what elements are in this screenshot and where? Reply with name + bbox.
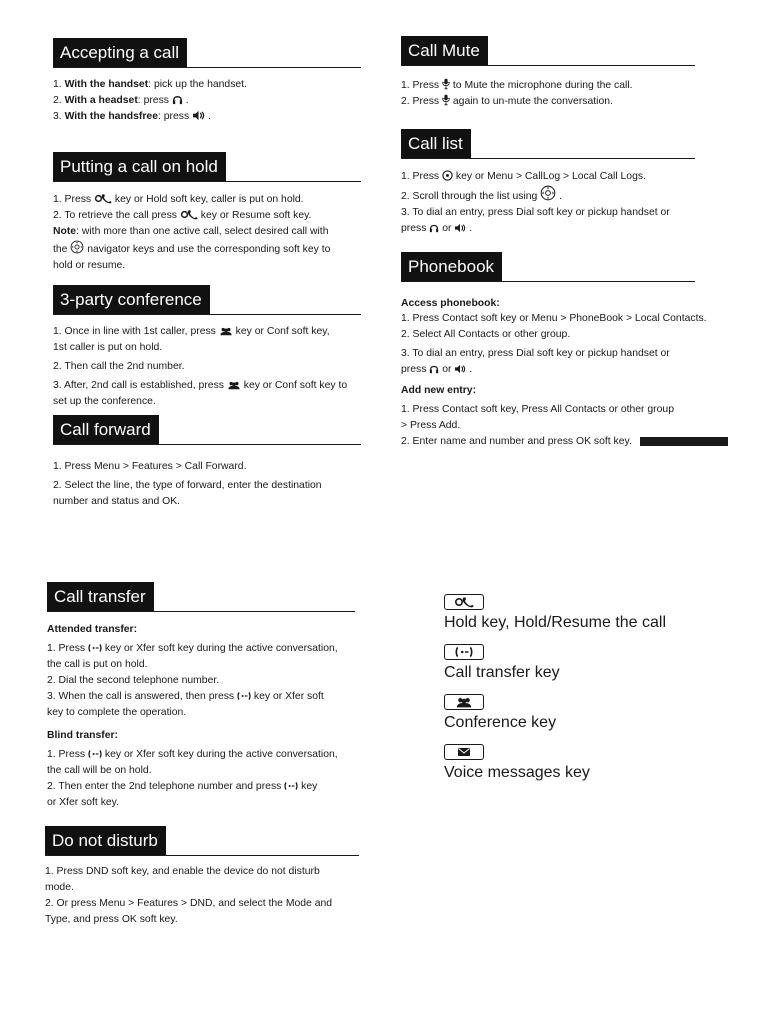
hold-key-icon [444, 594, 484, 610]
conference-key-icon [444, 694, 484, 710]
instruction-line: 1. Press key or Menu > CallLog > Local Call Logs. [401, 171, 646, 182]
instruction-line: 2. Press again to un-mute the conversation. [401, 96, 613, 107]
section-call-list [401, 129, 695, 237]
mute-mic-icon [442, 78, 450, 90]
instruction-line: 1. Press DND soft key, and enable the device do not disturb [45, 866, 320, 877]
section-header [401, 36, 695, 66]
transfer-key-icon [88, 643, 102, 653]
legend-item [444, 694, 666, 732]
section-title: Call forward [53, 415, 159, 444]
instruction-line: or Xfer soft key. [47, 797, 119, 808]
mute-mic-icon [442, 94, 450, 106]
subheading: Access phonebook: [401, 298, 500, 309]
section-call-hold [53, 152, 361, 274]
ok-key-icon [442, 170, 453, 181]
subheading: Add new entry: [401, 385, 477, 396]
section-title: Call list [401, 129, 471, 158]
instruction-line: 1. Once in line with 1st caller, press key or Conf soft key, [53, 326, 330, 337]
decorative-bar [640, 437, 728, 446]
legend-label: Conference key [444, 714, 557, 731]
instruction-line: set up the conference. [53, 396, 156, 407]
legend-label: Hold key, Hold/Resume the call [444, 614, 667, 631]
instruction-line: 1. Press key or Hold soft key, caller is put on hold. [53, 194, 304, 205]
section-title: Call transfer [47, 582, 154, 611]
section-do-not-disturb [45, 826, 359, 928]
subheading: Attended transfer: [47, 624, 138, 635]
section-header [53, 285, 361, 315]
section-conference [53, 285, 361, 410]
note-line: hold or resume. [53, 260, 126, 271]
instruction-line: 3. To dial an entry, press Dial soft key or pickup handset or [401, 207, 670, 218]
note-line: Note: with more than one active call, select desired call with [53, 226, 329, 237]
section-phonebook [401, 252, 731, 450]
instruction-line: > Press Add. [401, 420, 461, 431]
legend-item [444, 644, 666, 682]
hold-key-icon [94, 193, 112, 204]
speaker-icon [454, 364, 466, 374]
instruction-line: 2. Scroll through the list using . [401, 185, 695, 204]
instruction-line: 1. Press key or Xfer soft key during the active conversation, [47, 643, 338, 654]
instruction-line: press or . [401, 364, 473, 375]
headset-icon [429, 364, 439, 374]
section-call-mute [401, 36, 695, 110]
instruction-line: 2. Select the line, the type of forward, enter the destination [53, 480, 322, 491]
instruction-line: 1. Press key or Xfer soft key during the active conversation, [47, 749, 338, 760]
speaker-icon [192, 110, 205, 121]
section-title: Accepting a call [53, 38, 187, 67]
instruction-line: 2. Or press Menu > Features > DND, and select the Mode and [45, 898, 333, 909]
legend-label: Voice messages key [444, 764, 590, 781]
headset-icon [429, 223, 439, 233]
speaker-icon [454, 223, 466, 233]
headset-icon [172, 94, 183, 105]
navigator-icon [70, 240, 84, 254]
conference-key-icon [227, 380, 241, 390]
conference-key-icon [219, 326, 233, 336]
note-line: the navigator keys and use the corresponding soft key to [53, 240, 361, 257]
section-title: 3-party conference [53, 285, 210, 314]
instruction-line: 2. Then call the 2nd number. [53, 361, 185, 372]
instruction-line: mode. [45, 882, 74, 893]
instruction-line: number and status and OK. [53, 496, 181, 507]
instruction-line: 1st caller is put on hold. [53, 342, 163, 353]
instruction-line: 2. With a headset: press . [53, 95, 189, 106]
instruction-line: 2. Select All Contacts or other group. [401, 329, 571, 340]
instruction-line: 1. With the handset: pick up the handset. [53, 79, 247, 90]
section-header [47, 582, 355, 612]
instruction-line: 2. To retrieve the call press key or Resume soft key. [53, 210, 312, 221]
navigator-icon [540, 185, 556, 201]
instruction-line: the call will be on hold. [47, 765, 152, 776]
instruction-line: 1. Press Contact soft key or Menu > PhoneBook > Local Contacts. [401, 313, 707, 324]
legend-item [444, 594, 666, 632]
instruction-line: press or . [401, 223, 473, 234]
section-title: Putting a call on hold [53, 152, 226, 181]
section-title: Call Mute [401, 36, 488, 65]
section-header [53, 38, 361, 68]
legend-item [444, 744, 666, 782]
section-header [53, 415, 361, 445]
section-header [401, 252, 695, 282]
instruction-line: 3. With the handsfree: press . [53, 111, 211, 122]
section-header [45, 826, 359, 856]
transfer-key-icon [88, 749, 102, 759]
section-title: Do not disturb [45, 826, 166, 855]
section-header [53, 152, 361, 182]
instruction-line: Type, and press OK soft key. [45, 914, 178, 925]
legend-label: Call transfer key [444, 664, 560, 681]
instruction-line: 1. Press Menu > Features > Call Forward. [53, 461, 247, 472]
section-call-forward [53, 415, 361, 510]
hold-key-icon [180, 209, 198, 220]
transfer-key-icon [284, 781, 298, 791]
transfer-key-icon [237, 691, 251, 701]
subheading: Blind transfer: [47, 730, 119, 741]
instruction-line: key to complete the operation. [47, 707, 187, 718]
section-title: Phonebook [401, 252, 502, 281]
instruction-line: the call is put on hold. [47, 659, 148, 670]
instruction-line: 1. Press Contact soft key, Press All Contacts or other group [401, 404, 674, 415]
instruction-line: 3. After, 2nd call is established, press key or Conf soft key to [53, 380, 348, 391]
instruction-line: 3. To dial an entry, press Dial soft key or pickup handset or [401, 348, 670, 359]
instruction-line: 3. When the call is answered, then press key or Xfer soft [47, 691, 324, 702]
instruction-line: 2. Enter name and number and press OK soft key. [401, 436, 632, 447]
instruction-line: 1. Press to Mute the microphone during the call. [401, 80, 633, 91]
section-accepting-call [53, 38, 361, 125]
key-legend [444, 594, 666, 786]
transfer-key-icon [444, 644, 484, 660]
section-call-transfer [47, 582, 355, 811]
voicemail-key-icon [444, 744, 484, 760]
instruction-line: 2. Then enter the 2nd telephone number and press key [47, 781, 318, 792]
instruction-line: 2. Dial the second telephone number. [47, 675, 220, 686]
section-header [401, 129, 695, 159]
